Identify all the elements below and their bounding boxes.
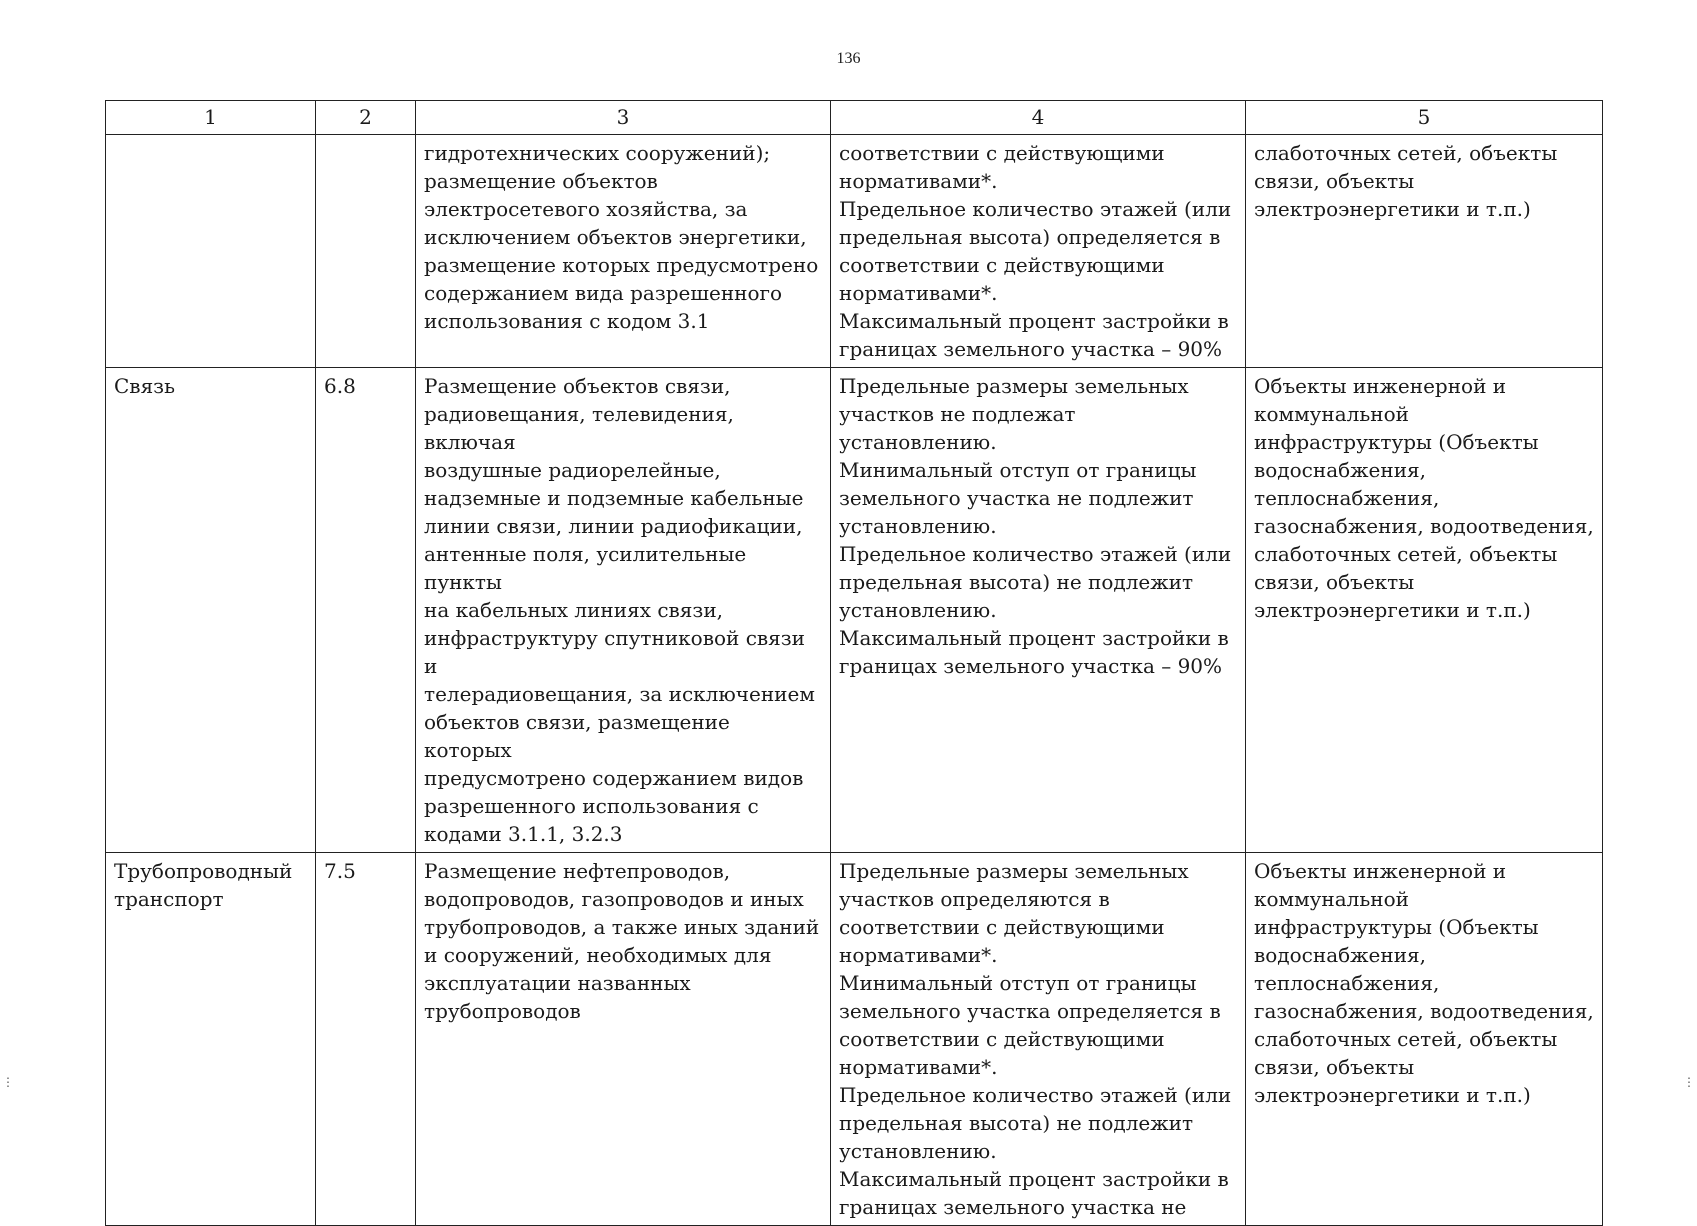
header-col-4: 4: [831, 101, 1246, 135]
zoning-table: [105, 100, 1603, 1226]
use-code: 6.8: [324, 374, 356, 398]
header-col-3: 3: [416, 101, 831, 135]
use-parameters-cell: [831, 853, 1246, 1226]
use-description-cell: [416, 853, 831, 1226]
use-objects-cell: [1246, 135, 1603, 368]
page-number: 136: [836, 50, 861, 67]
use-description: гидротехнических сооружений); размещение объектов электросетевого хозяйства, за исключением объектов энергетики, размещение которых предусмотрено содержанием вида разрешенного использования с кодом 3.1: [424, 141, 819, 333]
use-objects: Объекты инженерной и коммунальной инфраструктуры (Объекты водоснабжения, теплоснабжения, газоснабжения, водоотведения, слаботочных сетей, объекты связи, объекты электроэнергетики и т.п.): [1254, 859, 1594, 1107]
use-parameters-cell: [831, 368, 1246, 853]
use-objects: Объекты инженерной и коммунальной инфраструктуры (Объекты водоснабжения, теплоснабжения, газоснабжения, водоотведения, слаботочных сетей, объекты связи, объекты электроэнергетики и т.п.): [1254, 374, 1594, 622]
use-objects-cell: [1246, 368, 1603, 853]
use-objects-cell: [1246, 853, 1603, 1226]
use-parameters: Предельные размеры земельных участков не подлежат установлению. Минимальный отступ от границы земельного участка не подлежит установлению. Предельное количество этажей (или предельная высота) не подлежит установлению. Максимальный процент застройки в границах земельного участка – 90%: [839, 374, 1232, 678]
use-description-cell: [416, 135, 831, 368]
scan-edge-mark-left: ⋮: [2, 1075, 14, 1089]
use-name-cell: [106, 368, 316, 853]
table-row: [106, 368, 1603, 853]
use-code-cell: [316, 368, 416, 853]
use-code-cell: [316, 853, 416, 1226]
use-name-cell: [106, 853, 316, 1226]
header-row: [106, 101, 1603, 135]
use-description-cell: [416, 368, 831, 853]
use-parameters: соответствии с действующими нормативами*. Предельное количество этажей (или предельная высота) определяется в соответствии с действующими нормативами*. Максимальный процент застройки в границах земельного участка – 90%: [839, 141, 1232, 361]
use-name: Трубопроводный транспорт: [114, 859, 293, 911]
header-col-1: 1: [106, 101, 316, 135]
use-code-cell: [316, 135, 416, 368]
use-objects: слаботочных сетей, объекты связи, объекты электроэнергетики и т.п.): [1254, 141, 1558, 221]
use-description: Размещение объектов связи, радиовещания, телевидения, включая воздушные радиорелейные, надземные и подземные кабельные линии связи, линии радиофикации, антенные поля, усилительные пункты на кабельных линиях связи, инфраструктуру спутниковой связи и телерадиовещания, за исключением объектов связи, размещение которых предусмотрено содержанием видов разрешенного использования с кодами 3.1.1, 3.2.3: [424, 374, 815, 846]
use-code: 7.5: [324, 859, 356, 883]
table-row: [106, 135, 1603, 368]
use-name-cell: [106, 135, 316, 368]
use-description: Размещение нефтепроводов, водопроводов, газопроводов и иных трубопроводов, а также иных зданий и сооружений, необходимых для эксплуатации названных трубопроводов: [424, 859, 820, 1023]
scan-edge-mark-right: ⋮: [1683, 1075, 1695, 1089]
header-col-5: 5: [1246, 101, 1603, 135]
table-row: [106, 853, 1603, 1226]
header-col-2: 2: [316, 101, 416, 135]
use-name: Связь: [114, 374, 175, 398]
use-parameters: Предельные размеры земельных участков определяются в соответствии с действующими нормативами*. Минимальный отступ от границы земельного участка определяется в соответствии с действующими нормативами*. Предельное количество этажей (или предельная высота) не подлежит установлению. Максимальный процент застройки в границах земельного участка не: [839, 859, 1232, 1219]
use-parameters-cell: [831, 135, 1246, 368]
